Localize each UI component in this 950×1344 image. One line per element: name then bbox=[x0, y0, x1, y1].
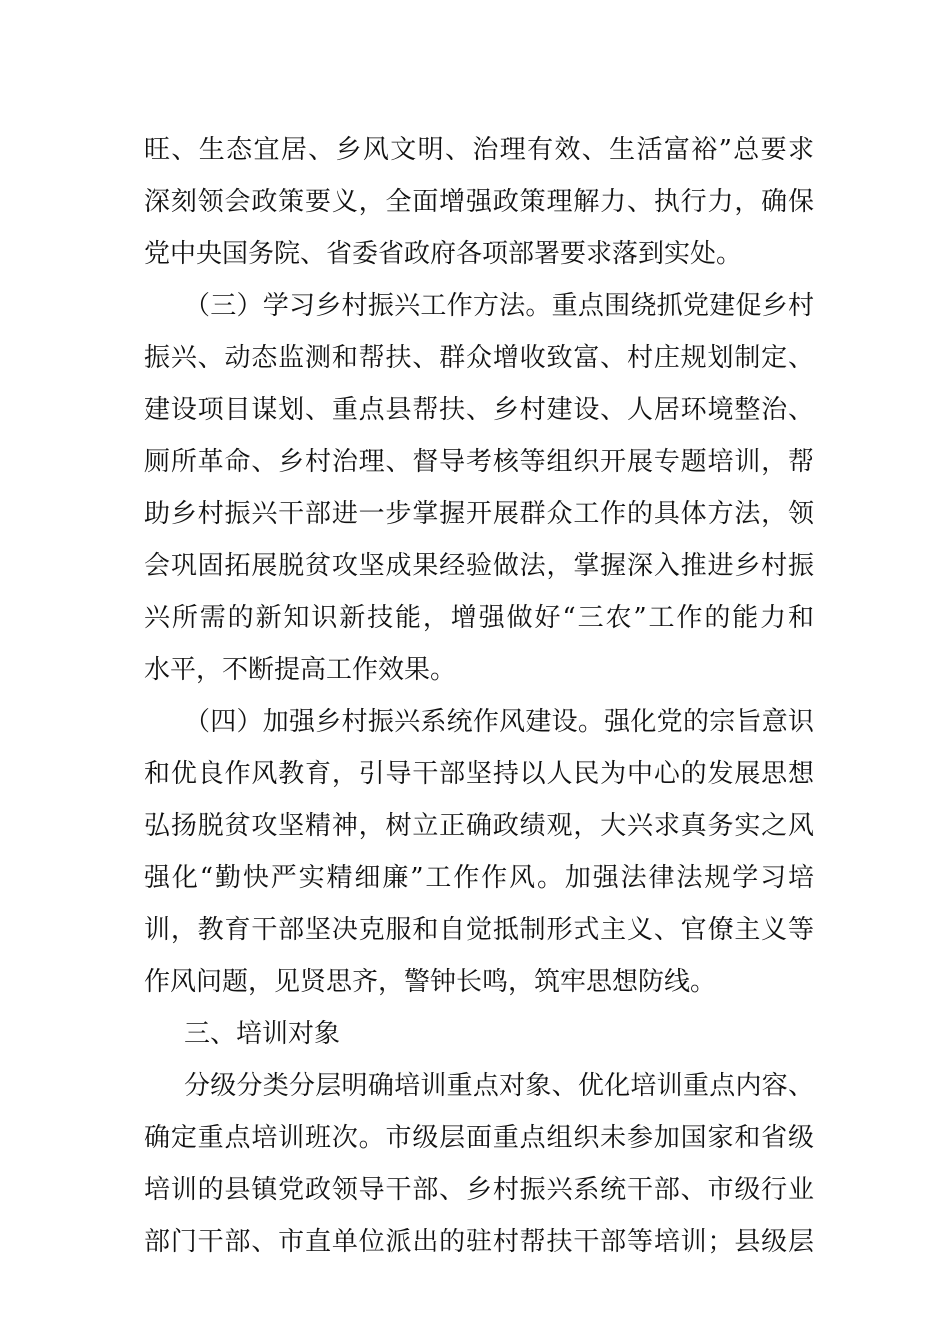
text-line: 会巩固拓展脱贫攻坚成果经验做法，掌握深入推进乡村振 bbox=[144, 551, 814, 581]
text-line: 党中央国务院、省委省政府各项部署要求落到实处。 bbox=[144, 239, 743, 269]
text-line: 弘扬脱贫攻坚精神，树立正确政绩观，大兴求真务实之风 bbox=[144, 811, 814, 841]
text-line: 和优良作风教育，引导干部坚持以人民为中心的发展思想 bbox=[144, 759, 814, 789]
text-line: （三）学习乡村振兴工作方法。重点围绕抓党建促乡村 bbox=[184, 291, 814, 321]
text-line: 训，教育干部坚决克服和自觉抵制形式主义、官僚主义等 bbox=[144, 915, 814, 945]
text-line: 旺、生态宜居、乡风文明、治理有效、生活富裕”总要求 bbox=[144, 135, 814, 165]
text-line: 兴所需的新知识新技能，增强做好“三农”工作的能力和 bbox=[144, 603, 814, 633]
text-line: 强化“勤快严实精细廉”工作作风。加强法律法规学习培 bbox=[144, 863, 814, 893]
text-line: 培训的县镇党政领导干部、乡村振兴系统干部、市级行业 bbox=[144, 1175, 814, 1205]
document-body bbox=[144, 124, 814, 1268]
text-line: 分级分类分层明确培训重点对象、优化培训重点内容、 bbox=[184, 1071, 814, 1101]
text-line: 水平，不断提高工作效果。 bbox=[144, 655, 457, 685]
text-line: 振兴、动态监测和帮扶、群众增收致富、村庄规划制定、 bbox=[144, 343, 814, 373]
text-line: 作风问题，见贤思齐，警钟长鸣，筑牢思想防线。 bbox=[144, 967, 717, 997]
text-line: 厕所革命、乡村治理、督导考核等组织开展专题培训，帮 bbox=[144, 447, 814, 477]
text-line: 三、培训对象 bbox=[184, 1019, 341, 1049]
text-line: （四）加强乡村振兴系统作风建设。强化党的宗旨意识 bbox=[184, 707, 814, 737]
text-line: 确定重点培训班次。市级层面重点组织未参加国家和省级 bbox=[144, 1123, 814, 1153]
text-line: 部门干部、市直单位派出的驻村帮扶干部等培训；县级层 bbox=[144, 1227, 814, 1257]
text-line: 助乡村振兴干部进一步掌握开展群众工作的具体方法，领 bbox=[144, 499, 814, 529]
text-line: 深刻领会政策要义，全面增强政策理解力、执行力，确保 bbox=[144, 187, 814, 217]
text-line: 建设项目谋划、重点县帮扶、乡村建设、人居环境整治、 bbox=[144, 395, 814, 425]
